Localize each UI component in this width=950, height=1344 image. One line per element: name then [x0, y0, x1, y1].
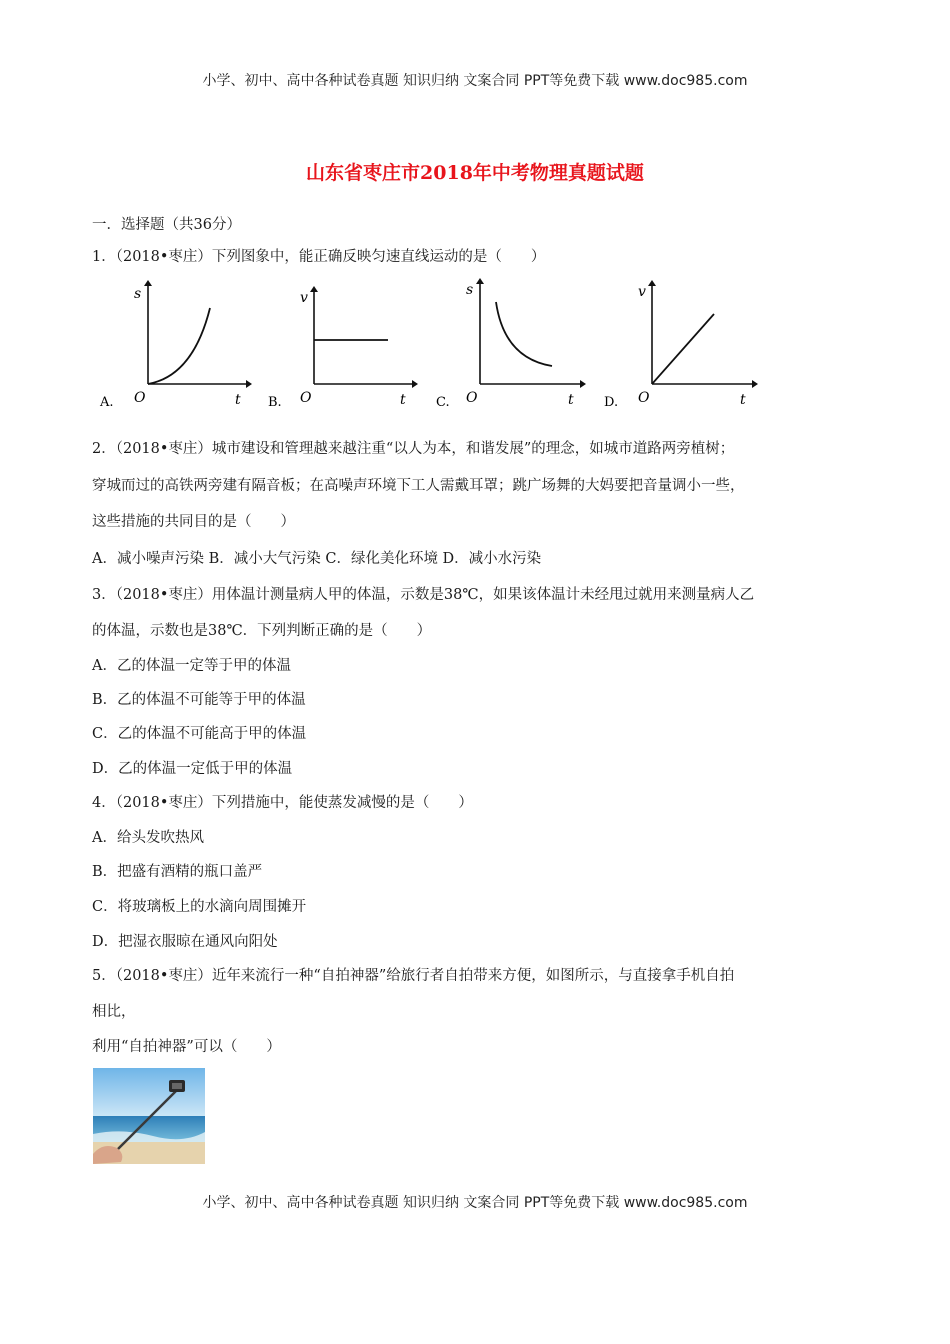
q1-stem: 1．（2018•枣庄）下列图象中，能正确反映匀速直线运动的是（ ） — [92, 249, 546, 265]
q1-graph-d — [602, 278, 762, 417]
section-heading: 一．选择题（共36分） — [92, 217, 241, 233]
q1-a-x-label: t — [235, 392, 241, 408]
q1-d-y-label: v — [638, 284, 646, 300]
q3-option-a: A．乙的体温一定等于甲的体温 — [92, 658, 291, 674]
q5-line-1: 5．（2018•枣庄）近年来流行一种“自拍神器”给旅行者自拍带来方便，如图所示，与直接拿手机自拍 — [92, 968, 735, 984]
page-header: 小学、初中、高中各种试卷真题 知识归纳 文案合同 PPT等免费下载 www.doc985.com — [202, 73, 748, 89]
q1-a-origin: O — [134, 390, 146, 406]
q3-line-2: 的体温，示数也是38℃．下列判断正确的是（ ） — [92, 623, 432, 639]
q3-line-1: 3．（2018•枣庄）用体温计测量病人甲的体温，示数是38℃，如果该体温计未经甩过就用来测量病人乙 — [92, 587, 755, 603]
q3-option-c: C．乙的体温不可能高于甲的体温 — [92, 726, 307, 742]
q4-option-c: C．将玻璃板上的水滴向周围摊开 — [92, 899, 307, 915]
q3-option-b: B．乙的体温不可能等于甲的体温 — [92, 692, 306, 708]
q1-c-x-label: t — [568, 392, 574, 408]
q1-graph-b — [266, 278, 421, 417]
q1-c-option-label: C. — [436, 395, 450, 410]
selfie-stick-photo — [93, 1068, 205, 1164]
q1-graph-c — [434, 278, 589, 417]
q2-line-3: 这些措施的共同目的是（ ） — [92, 514, 295, 530]
page-title: 山东省枣庄市2018年中考物理真题试题 — [306, 162, 644, 184]
page-footer: 小学、初中、高中各种试卷真题 知识归纳 文案合同 PPT等免费下载 www.doc985.com — [202, 1195, 748, 1211]
q4-option-d: D．把湿衣服晾在通风向阳处 — [92, 934, 278, 950]
q4-stem: 4．（2018•枣庄）下列措施中，能使蒸发减慢的是（ ） — [92, 795, 473, 811]
q1-c-origin: O — [466, 390, 478, 406]
q5-line-2: 相比， — [92, 1004, 136, 1020]
q4-option-b: B．把盛有酒精的瓶口盖严 — [92, 864, 263, 880]
q1-graph-a — [98, 278, 253, 417]
q2-line-2: 穿城而过的高铁两旁建有隔音板；在高噪声环境下工人需戴耳罩；跳广场舞的大妈要把音量调小一些， — [92, 478, 745, 494]
q1-b-option-label: B. — [268, 395, 282, 410]
q1-b-y-label: v — [300, 290, 308, 306]
q1-d-x-label: t — [740, 392, 746, 408]
q1-c-y-label: s — [466, 282, 474, 298]
q1-a-y-label: s — [134, 286, 142, 302]
q1-a-option-label: A. — [100, 395, 114, 410]
q1-d-origin: O — [638, 390, 650, 406]
q5-line-3: 利用“自拍神器”可以（ ） — [92, 1039, 281, 1055]
q1-d-option-label: D. — [604, 395, 619, 410]
q4-option-a: A．给头发吹热风 — [92, 830, 204, 846]
q3-option-d: D．乙的体温一定低于甲的体温 — [92, 761, 293, 777]
q1-b-origin: O — [300, 390, 312, 406]
q2-options: A．减小噪声污染 B．减小大气污染 C．绿化美化环境 D．减小水污染 — [92, 551, 542, 567]
q1-b-x-label: t — [400, 392, 406, 408]
q2-line-1: 2．（2018•枣庄）城市建设和管理越来越注重“以人为本，和谐发展”的理念，如城市道路两旁植树； — [92, 441, 735, 457]
